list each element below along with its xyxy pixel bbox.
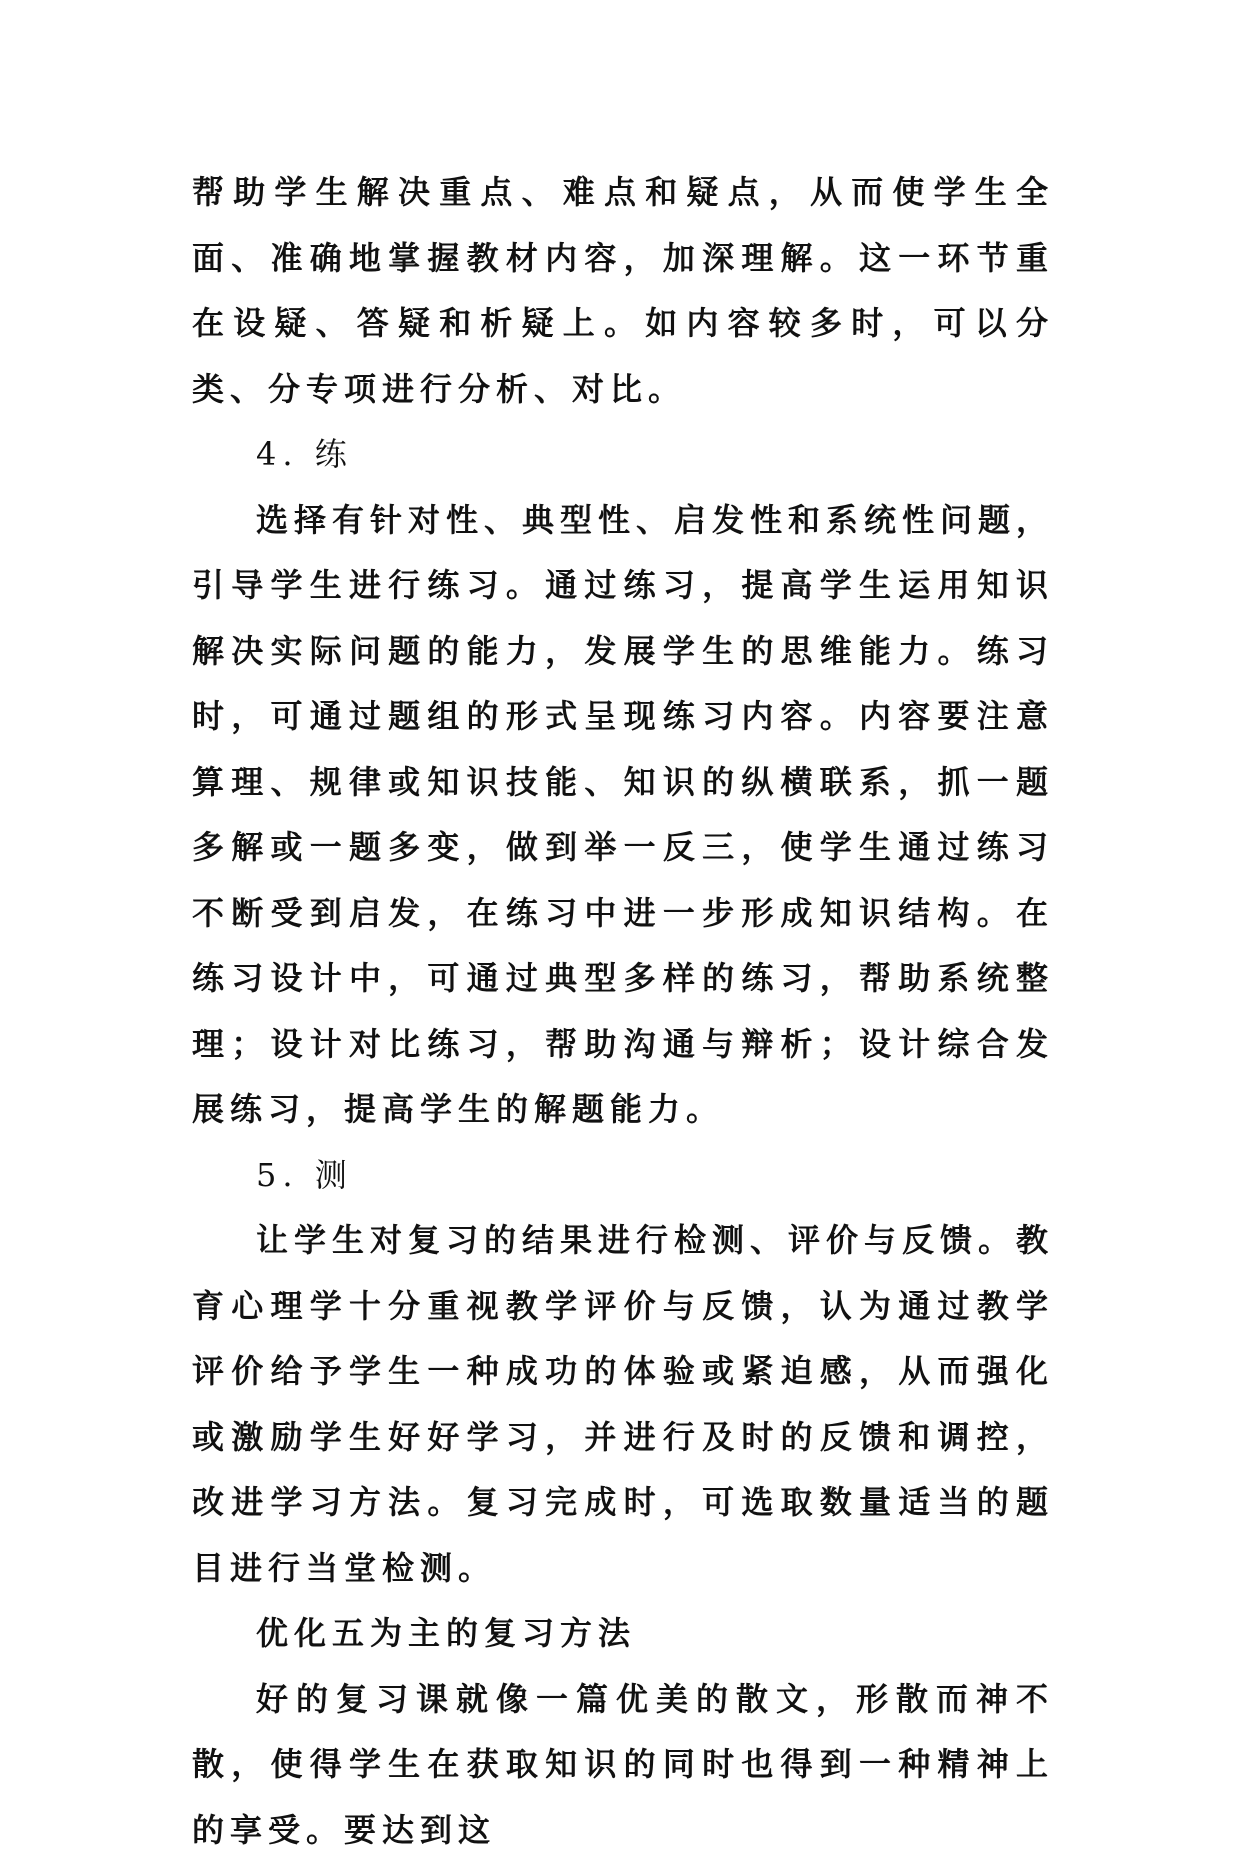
heading-test: 5. 测 [192,1143,1054,1209]
paragraph-practice: 选择有针对性、典型性、启发性和系统性问题，引导学生进行练习。通过练习，提高学生运用知识解决实际问题的能力，发展学生的思维能力。练习时，可通过题组的形式呈现练习内容。内容要注意算理、规律或知识技能、知识的纵横联系，抓一题多解或一题多变，做到举一反三，使学生通过练习不断受到启发，在练习中进一步形成知识结构。在练习设计中，可通过典型多样的练习，帮助系统整理；设计对比练习，帮助沟通与辩析；设计综合发展练习，提高学生的解题能力。 [192,488,1054,1143]
paragraph-test: 让学生对复习的结果进行检测、评价与反馈。教育心理学十分重视教学评价与反馈，认为通过教学评价给予学生一种成功的体验或紧迫感，从而强化或激励学生好好学习，并进行及时的反馈和调控，改进学习方法。复习完成时，可选取数量适当的题目进行当堂检测。 [192,1208,1054,1601]
heading-practice: 4. 练 [192,422,1054,488]
section-title: 优化五为主的复习方法 [192,1601,1054,1667]
paragraph-continuation: 帮助学生解决重点、难点和疑点，从而使学生全面、准确地掌握教材内容，加深理解。这一环节重在设疑、答疑和析疑上。如内容较多时，可以分类、分专项进行分析、对比。 [192,160,1054,422]
paragraph-review-method: 好的复习课就像一篇优美的散文，形散而神不散，使得学生在获取知识的同时也得到一种精神上的享受。要达到这 [192,1667,1054,1863]
document-body [192,160,1054,1863]
